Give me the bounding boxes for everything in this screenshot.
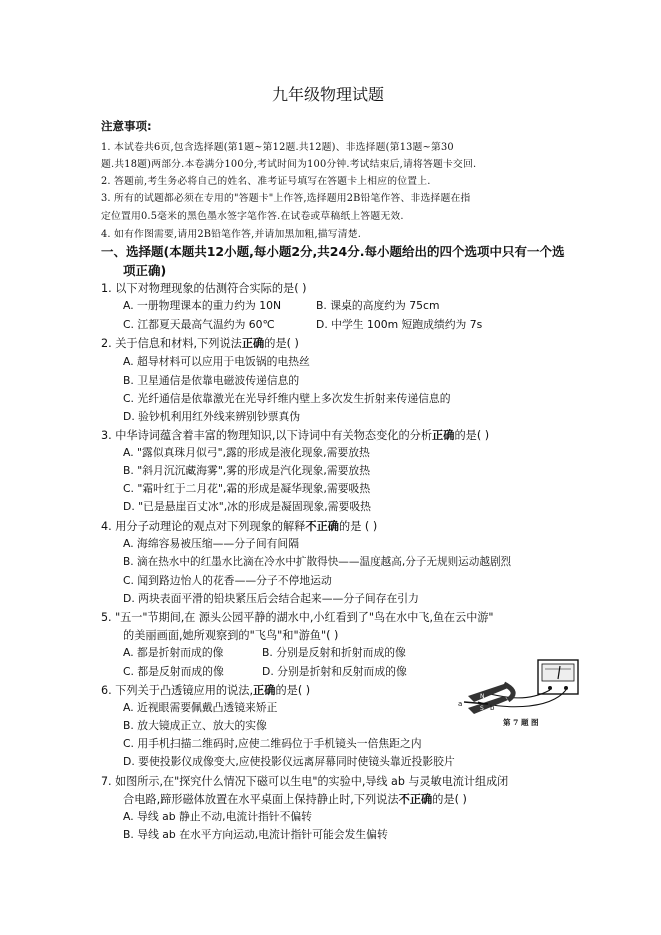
question-7-option-b: B. 导线 ab 在水平方向运动,电流计指针可能会发生偏转 (123, 828, 388, 841)
stem-emphasis: 不正确 (305, 520, 339, 533)
stem-emphasis: 正确 (432, 429, 455, 442)
stem-text: 4. 用分子动理论的观点对下列现象的解释 (101, 520, 306, 533)
question-2-option-a: A. 超导材料可以应用于电饭锅的电热丝 (123, 355, 310, 368)
stem-emphasis: 正确 (241, 337, 265, 350)
question-7-stem: 7. 如图所示,在"探究什么情况下磁可以生电"的实验中,导线 ab 与灵敏电流计组成闭 (101, 775, 509, 788)
question-1-option-d: D. 中学生 100m 短跑成绩约为 7s (316, 318, 483, 331)
question-4-option-c: C. 闻到路边怡人的花香——分子不停地运动 (123, 574, 332, 587)
notice-line: 2. 答题前,考生务必将自己的姓名、准考证号填写在答题卡上相应的位置上. (101, 176, 431, 187)
stem-text: 的是 ( ) (339, 520, 378, 533)
magnet-pole-label: S (480, 705, 484, 712)
section-heading-cont: 项正确) (123, 263, 167, 278)
stem-text: 的是( ) (432, 793, 467, 806)
page-title: 九年级物理试题 (272, 85, 385, 104)
question-6-stem (101, 682, 310, 698)
stem-text: 6. 下列关于凸透镜应用的说法, (101, 684, 254, 697)
notice-line: 3. 所有的试题都必须在专用的"答题卡"上作答,选择题用2B铅笔作答、非选择题在指 (101, 193, 471, 204)
question-5-option-b: B. 分别是反射和折射而成的像 (262, 646, 406, 659)
question-3-option-d: D. "已是悬崖百丈冰",冰的形成是凝固现象,需要吸热 (123, 500, 371, 513)
question-3-stem (101, 427, 489, 443)
terminal (548, 686, 552, 690)
notice-heading: 注意事项: (101, 119, 152, 133)
question-3-option-a: A. "露似真珠月似弓",露的形成是液化现象,需要放热 (123, 446, 370, 459)
stem-text: 的是( ) (454, 429, 490, 442)
stem-text: 3. 中华诗词蕴含着丰富的物理知识,以下诗词中有关物态变化的分析 (101, 429, 433, 442)
question-2-stem (101, 335, 299, 351)
section-heading: 一、选择题(本题共12小题,每小题2分,共24分.每小题给出的四个选项中只有一个选 (101, 244, 565, 259)
question-6-option-c: C. 用手机扫描二维码时,应使二维码位于手机镜头一倍焦距之内 (123, 737, 422, 750)
question-5-option-c: C. 都是反射而成的像 (123, 665, 224, 678)
question-1-option-b: B. 课桌的高度约为 75cm (316, 299, 440, 312)
figure-caption: 第 7 题 图 (503, 718, 539, 727)
question-5-stem-cont: 的美丽画面,她所观察到的"飞鸟"和"游鱼"( ) (123, 629, 339, 642)
question-5-option-a: A. 都是折射而成的像 (123, 646, 224, 659)
question-2-option-d: D. 验钞机利用红外线来辨别钞票真伪 (123, 410, 301, 423)
notice-line: 定位置用0.5毫米的黑色墨水签字笔作答.在试卷或草稿纸上答题无效. (101, 211, 404, 222)
question-4-stem (101, 518, 377, 534)
stem-text: 的是( ) (275, 684, 311, 697)
question-7-option-a: A. 导线 ab 静止不动,电流计指针不偏转 (123, 810, 312, 823)
question-6-option-d: D. 要使投影仪成像变大,应使投影仪远离屏幕同时使镜头靠近投影胶片 (123, 755, 455, 768)
terminal (564, 686, 568, 690)
question-5-option-d: D. 分别是折射和反射而成的像 (262, 665, 407, 678)
conductor-ab (464, 702, 488, 704)
conductor-label-a: a (458, 700, 463, 708)
question-4-option-a: A. 海绵容易被压缩——分子间有间隔 (123, 537, 300, 550)
question-1-stem: 1. 以下对物理现象的估测符合实际的是( ) (101, 282, 307, 295)
question-1-option-a: A. 一册物理课本的重力约为 10N (123, 299, 282, 312)
conductor-label-b: b (490, 704, 495, 712)
stem-emphasis: 正确 (253, 684, 276, 697)
question-5-stem: 5. "五一"节期间,在 源头公园平静的湖水中,小红看到了"鸟在水中飞,鱼在云中游" (101, 611, 494, 624)
question-6-option-a: A. 近视眼需要佩戴凸透镜来矫正 (123, 701, 278, 714)
question-6-option-b: B. 放大镜成正立、放大的实像 (123, 719, 267, 732)
notice-line: 题.共18题)两部分.本卷满分100分,考试时间为100分钟.考试结束后,请将答题卡交回. (101, 159, 477, 170)
stem-text: 的是( ) (264, 337, 299, 350)
question-4-option-b: B. 滴在热水中的红墨水比滴在冷水中扩散得快——温度越高,分子无规则运动越剧烈 (123, 556, 512, 568)
question-7-stem-cont (123, 791, 467, 807)
notice-line: 1. 本试卷共6页,包含选择题(第1题~第12题.共12题)、非选择题(第13题~第30 (101, 142, 454, 153)
question-2-option-c: C. 光纤通信是依靠激光在光导纤维内壁上多次发生折射来传递信息的 (123, 392, 451, 405)
stem-text: 合电路,蹄形磁体放置在水平桌面上保持静止时,下列说法 (123, 793, 399, 806)
question-3-option-c: C. "霜叶红于二月花",霜的形成是凝华现象,需要吸热 (123, 482, 371, 495)
stem-text: 2. 关于信息和材料,下列说法 (101, 337, 242, 350)
question-3-option-b: B. "斜月沉沉藏海雾",雾的形成是汽化现象,需要放热 (123, 464, 371, 477)
notice-line: 4. 如有作图需要,请用2B铅笔作答,并请加黑加粗,描写清楚. (101, 229, 362, 240)
stem-emphasis: 不正确 (398, 793, 433, 806)
magnet-pole-label: N (480, 693, 485, 700)
question-4-option-d: D. 两块表面平滑的铅块紧压后会结合起来——分子间存在引力 (123, 592, 419, 605)
question-1-option-c: C. 江都夏天最高气温约为 60℃ (123, 318, 275, 331)
question-2-option-b: B. 卫星通信是依靠电磁波传递信息的 (123, 374, 300, 387)
